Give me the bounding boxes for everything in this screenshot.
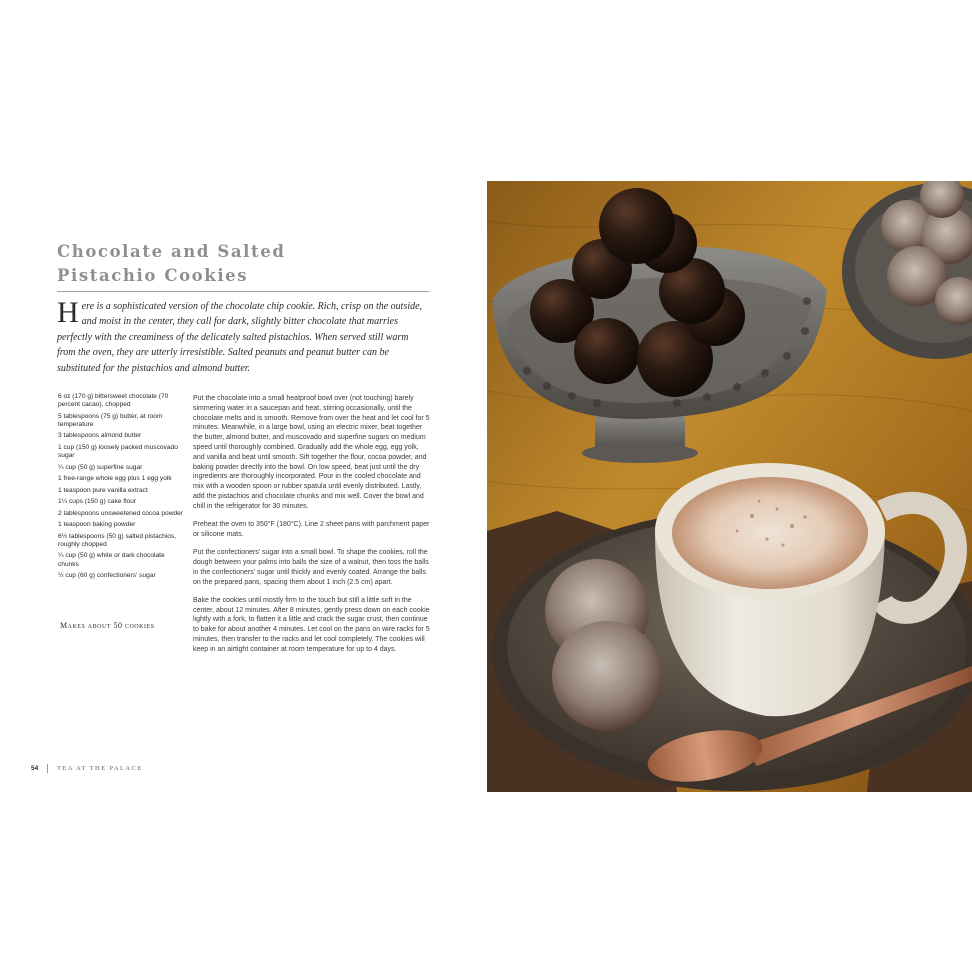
crinkle-cookie: [552, 621, 662, 731]
ingredient-item: 6 oz (170 g) bittersweet chocolate (70 percent cacao), chopped: [58, 393, 169, 409]
ingredient-item: ¼ cup (50 g) superfine sugar: [58, 463, 143, 471]
intro-text: ere is a sophisticated version of the chocolate chip cookie. Rich, crisp on the outside, and moist in the center, they call for dark, slightly bitter chocolate that marries perfectly with the creaminess of the delicately salted pistachios. When served still warm from the oven, they are utterly irresistible. Salted peanuts and peanut butter can be substituted for the pistachios and almond butter.: [57, 301, 423, 374]
method-paragraph: Preheat the oven to 350°F (180°C). Line 2 sheet pans with parchment paper or silicone mats.: [193, 521, 430, 538]
ingredients-list: [58, 393, 183, 584]
food-photo: [487, 181, 972, 792]
ingredient-item: 2 tablespoons unsweetened cocoa powder: [58, 509, 184, 517]
hot-chocolate-foam: [672, 477, 868, 589]
recipe-title-line-1: Chocolate and Salted: [57, 242, 286, 261]
footer-divider: [47, 764, 48, 773]
title-rule: [57, 291, 429, 292]
recipe-intro: [57, 296, 429, 376]
ingredient-item: 1 cup (150 g) loosely packed muscovado sugar: [58, 443, 178, 460]
ingredient-item: 1 teaspoon baking powder: [58, 521, 136, 529]
method-paragraph: Put the chocolate into a small heatproof bowl over (not touching) barely simmering water in a saucepan and heat, stirring occasionally, until the chocolate melts and is smooth. Remove from over the heat and let cool for 5 minutes. Meanwhile, in a large bowl, using an electric mixer, beat together the butter, almond butter, and muscovado and superfine sugars on medium speed until thoroughly combined. Gradually add the whole egg, egg yolk, and vanilla and beat until smooth. Sift together the flour, cocoa powder, and baking powder directly into the bowl. On low speed, beat just until the dry ingredients are thoroughly incorporated. Pour in the cooled chocolate and mix with a wooden spoon or rubber spatula until evenly distributed. Lastly, add the pistachios and chocolate chunks and mix well. Cover the bowl and chill in the refrigerator for 30 minutes.: [193, 395, 430, 510]
ingredient-item: 5 tablespoons (75 g) butter, at room temperature: [58, 412, 163, 428]
method-paragraph: Put the confectioners' sugar into a small bowl. To shape the cookies, roll the dough between your palms into balls the size of a walnut, then toss the balls in the confectioners' sugar until thickly and evenly coated. Arrange the balls on the prepared pans, spacing them about 1 inch (2.5 cm) apart.: [193, 549, 429, 586]
page-number: 54: [31, 765, 39, 772]
ingredient-item: 1 free-range whole egg plus 1 egg yolk: [58, 475, 172, 483]
ingredient-item: ¼ cup (50 g) white or dark chocolate chunks: [58, 552, 165, 568]
ingredient-item: 1 teaspoon pure vanilla extract: [58, 486, 148, 494]
intro-dropcap: H: [57, 296, 79, 329]
recipe-title-line-2: Pistachio Cookies: [57, 266, 249, 285]
ingredient-item: 3 tablespoons almond butter: [58, 432, 142, 440]
ingredient-item: ½ cup (60 g) confectioners' sugar: [58, 572, 156, 580]
chocolate-cookie: [574, 318, 640, 384]
method-instructions: [193, 394, 430, 663]
chocolate-cookie: [599, 188, 675, 264]
running-head: TEA AT THE PALACE: [57, 765, 143, 772]
recipe-title: [57, 240, 429, 288]
method-paragraph: Bake the cookies until mostly firm to the touch but still a little soft in the center, about 12 minutes. After 8 minutes, gently press down on each cookie lightly with a fork, to flatten it a little and crack the sugar crust, then continue to bake for about another 4 minutes. Let cool on the pans on wire racks for 5 minutes, then transfer to the racks and let cool completely. The cookies will keep in an airtight container at room temperature for up to 4 days.: [193, 596, 430, 653]
ingredient-item: 1¼ cups (150 g) cake flour: [58, 498, 137, 506]
recipe-yield: Makes about 50 cookies: [60, 621, 155, 630]
ingredient-item: 6½ tablespoons (50 g) salted pistachios, roughly chopped: [58, 532, 177, 548]
